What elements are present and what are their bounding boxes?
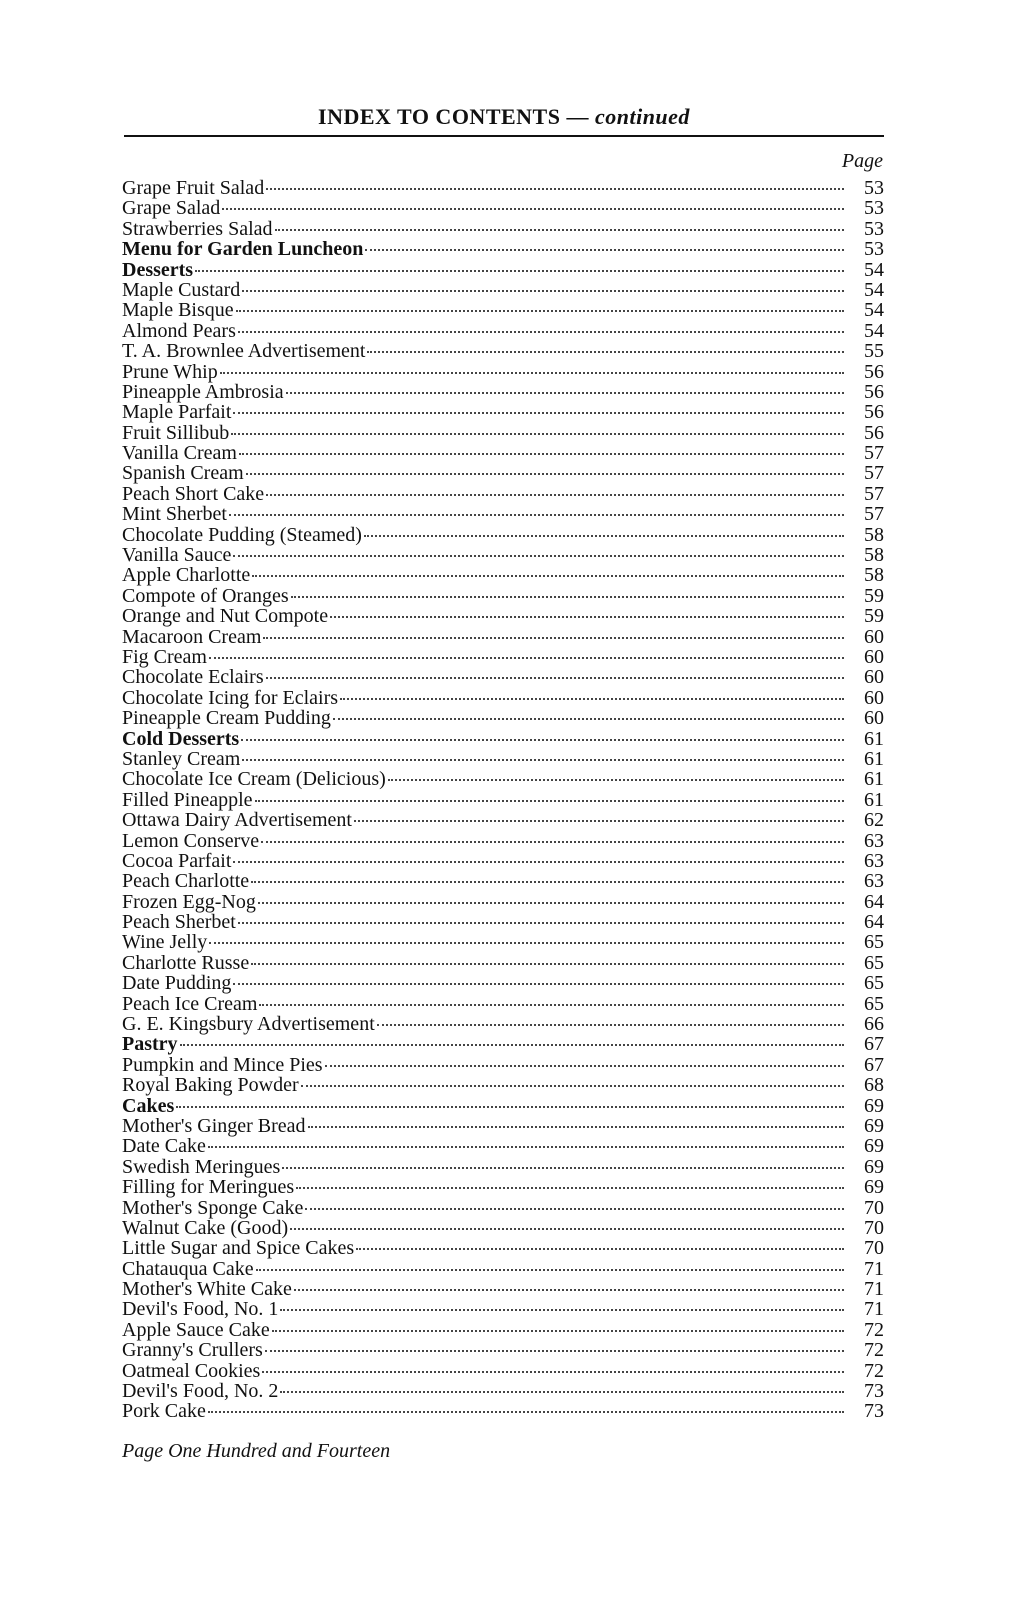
dot-leader	[233, 861, 844, 863]
index-entry	[122, 769, 884, 789]
dot-leader	[233, 555, 844, 557]
entry-page-number: 65	[864, 992, 884, 1015]
page-header	[124, 104, 884, 130]
dot-leader	[233, 983, 844, 985]
dot-leader	[290, 1228, 844, 1230]
entry-title: T. A. Brownlee Advertisement	[122, 340, 366, 363]
entry-page-number: 58	[864, 523, 884, 546]
dot-leader	[176, 1106, 844, 1108]
entry-page-number: 59	[864, 605, 884, 628]
index-entry	[122, 1381, 884, 1401]
entry-page-number: 57	[864, 442, 884, 465]
index-entry	[122, 1320, 884, 1340]
entry-page-number: 54	[864, 299, 884, 322]
entry-title: Mint Sherbet	[122, 503, 227, 526]
entry-title: Mother's White Cake	[122, 1278, 292, 1301]
entry-title: Date Cake	[122, 1135, 206, 1158]
index-entry	[122, 973, 884, 993]
entry-title: Granny's Crullers	[122, 1339, 263, 1362]
entry-title: Maple Custard	[122, 278, 241, 301]
index-entry	[122, 729, 884, 749]
entry-title: Grape Salad	[122, 197, 221, 220]
index-entry	[122, 1361, 884, 1381]
entry-title: Chocolate Eclairs	[122, 666, 264, 689]
dot-leader	[262, 1371, 844, 1373]
entry-title: Filling for Meringues	[122, 1176, 295, 1199]
index-entry	[122, 341, 884, 361]
index-entry	[122, 871, 884, 891]
dot-leader	[282, 1167, 844, 1169]
index-entry	[122, 749, 884, 769]
dot-leader	[365, 249, 844, 251]
dot-leader	[258, 902, 844, 904]
entry-page-number: 72	[864, 1318, 884, 1341]
dot-leader	[330, 616, 844, 618]
entry-page-number: 65	[864, 972, 884, 995]
index-entry	[122, 300, 884, 320]
dot-leader	[252, 575, 844, 577]
entry-page-number: 60	[864, 625, 884, 648]
dot-leader	[354, 820, 844, 822]
index-entry	[122, 362, 884, 382]
index-entry	[122, 178, 884, 198]
entry-title: Frozen Egg-Nog	[122, 890, 256, 913]
entry-page-number: 63	[864, 870, 884, 893]
entry-page-number: 67	[864, 1033, 884, 1056]
entry-page-number: 61	[864, 788, 884, 811]
index-entry	[122, 504, 884, 524]
entry-title: Prune Whip	[122, 360, 218, 383]
dot-leader	[242, 759, 844, 761]
entry-title: Maple Bisque	[122, 299, 234, 322]
entry-title: Fig Cream	[122, 645, 207, 668]
index-entry	[122, 443, 884, 463]
entry-page-number: 54	[864, 278, 884, 301]
dot-leader	[272, 1330, 844, 1332]
dot-leader	[367, 351, 844, 353]
entry-title: Date Pudding	[122, 972, 232, 995]
index-entry	[122, 647, 884, 667]
index-entry	[122, 1034, 884, 1054]
entry-page-number: 53	[864, 238, 884, 261]
entry-title: Cocoa Parfait	[122, 849, 232, 872]
entry-page-number: 60	[864, 686, 884, 709]
dot-leader	[208, 1411, 844, 1413]
entry-page-number: 70	[864, 1216, 884, 1239]
entry-title: Stanley Cream	[122, 747, 241, 770]
entry-title: Chocolate Ice Cream (Delicious)	[122, 768, 386, 791]
dot-leader	[280, 1309, 844, 1311]
dot-leader	[377, 1024, 844, 1026]
entry-title: Spanish Cream	[122, 462, 244, 485]
entry-title: Compote of Oranges	[122, 584, 289, 607]
entry-title: Oatmeal Cookies	[122, 1359, 261, 1382]
index-entry	[122, 423, 884, 443]
entry-title: Fruit Sillibub	[122, 421, 230, 444]
index-entry	[122, 1177, 884, 1197]
dot-leader	[333, 718, 844, 720]
index-entry	[122, 198, 884, 218]
entry-page-number: 56	[864, 401, 884, 424]
entry-page-number: 62	[864, 809, 884, 832]
entry-page-number: 53	[864, 217, 884, 240]
entry-title: Cakes	[122, 1094, 175, 1117]
dot-leader	[266, 494, 844, 496]
entry-page-number: 63	[864, 849, 884, 872]
entry-page-number: 53	[864, 177, 884, 199]
index-entry	[122, 1055, 884, 1075]
dot-leader	[325, 1065, 844, 1067]
dot-leader	[233, 412, 844, 414]
entry-title: Desserts	[122, 258, 194, 281]
index-entry	[122, 994, 884, 1014]
entry-page-number: 67	[864, 1053, 884, 1076]
dot-leader	[208, 1146, 844, 1148]
entry-page-number: 73	[864, 1380, 884, 1403]
index-entry	[122, 565, 884, 585]
entry-page-number: 71	[864, 1298, 884, 1321]
entry-page-number: 55	[864, 340, 884, 363]
entry-page-number: 73	[864, 1400, 884, 1423]
dot-leader	[286, 392, 844, 394]
entry-page-number: 56	[864, 360, 884, 383]
dot-leader	[266, 188, 844, 190]
dot-leader	[301, 1085, 844, 1087]
dot-leader	[238, 922, 844, 924]
dot-leader	[291, 596, 844, 598]
index-entry	[122, 1136, 884, 1156]
dot-leader	[195, 270, 844, 272]
dot-leader	[255, 800, 844, 802]
index-entry	[122, 892, 884, 912]
dot-leader	[251, 881, 844, 883]
entry-page-number: 66	[864, 1013, 884, 1036]
entry-page-number: 60	[864, 645, 884, 668]
index-entry	[122, 851, 884, 871]
entry-title: Filled Pineapple	[122, 788, 253, 811]
entry-page-number: 70	[864, 1237, 884, 1260]
entry-page-number: 64	[864, 890, 884, 913]
entry-title: Wine Jelly	[122, 931, 208, 954]
entry-page-number: 61	[864, 768, 884, 791]
entry-title: Grape Fruit Salad	[122, 177, 265, 199]
entry-page-number: 57	[864, 462, 884, 485]
entry-page-number: 69	[864, 1114, 884, 1137]
header-continued: continued	[594, 104, 690, 129]
entry-page-number: 61	[864, 727, 884, 750]
entry-title: Apple Sauce Cake	[122, 1318, 270, 1341]
index-entry	[122, 790, 884, 810]
index-entry	[122, 1157, 884, 1177]
dot-leader	[229, 514, 844, 516]
entry-title: Devil's Food, No. 2	[122, 1380, 279, 1403]
dot-leader	[251, 963, 844, 965]
page-footer: Page One Hundred and Fourteen	[122, 1440, 391, 1462]
header-title: INDEX TO CONTENTS	[318, 104, 561, 129]
entry-page-number: 71	[864, 1278, 884, 1301]
entry-page-number: 53	[864, 197, 884, 220]
entry-title: Peach Ice Cream	[122, 992, 258, 1015]
entry-page-number: 68	[864, 1074, 884, 1097]
entry-title: Pineapple Ambrosia	[122, 380, 284, 403]
dot-leader	[238, 331, 844, 333]
entry-title: Cold Desserts	[122, 727, 240, 750]
entry-page-number: 58	[864, 544, 884, 567]
entry-page-number: 71	[864, 1257, 884, 1280]
index-entry	[122, 1238, 884, 1258]
entry-page-number: 69	[864, 1155, 884, 1178]
index-entry	[122, 688, 884, 708]
index-entry	[122, 708, 884, 728]
dot-leader	[388, 779, 844, 781]
dot-leader	[259, 1004, 844, 1006]
index-entry	[122, 239, 884, 259]
index-entry-list	[122, 178, 884, 1422]
entry-page-number: 58	[864, 564, 884, 587]
entry-page-number: 70	[864, 1196, 884, 1219]
entry-title: Pastry	[122, 1033, 178, 1056]
entry-page-number: 56	[864, 380, 884, 403]
entry-title: Peach Short Cake	[122, 482, 265, 505]
index-entry	[122, 1075, 884, 1095]
dot-leader	[241, 739, 844, 741]
entry-title: Chatauqua Cake	[122, 1257, 254, 1280]
index-entry	[122, 1279, 884, 1299]
entry-page-number: 54	[864, 319, 884, 342]
dot-leader	[294, 1289, 844, 1291]
index-entry	[122, 667, 884, 687]
dot-leader	[231, 433, 844, 435]
header-rule	[124, 135, 884, 137]
entry-title: Vanilla Sauce	[122, 544, 232, 567]
header-separator: —	[566, 104, 589, 129]
entry-page-number: 60	[864, 707, 884, 730]
entry-title: Strawberries Salad	[122, 217, 273, 240]
dot-leader	[242, 290, 844, 292]
entry-page-number: 64	[864, 911, 884, 934]
entry-page-number: 56	[864, 421, 884, 444]
index-entry	[122, 1259, 884, 1279]
index-entry	[122, 606, 884, 626]
entry-title: Royal Baking Powder	[122, 1074, 299, 1097]
dot-leader	[220, 372, 844, 374]
index-entry	[122, 1096, 884, 1116]
index-entry	[122, 1218, 884, 1238]
entry-title: Charlotte Russe	[122, 951, 250, 974]
dot-leader	[263, 637, 844, 639]
entry-title: Mother's Ginger Bread	[122, 1114, 306, 1137]
dot-leader	[256, 1269, 844, 1271]
dot-leader	[265, 1350, 844, 1352]
index-entry	[122, 831, 884, 851]
entry-page-number: 54	[864, 258, 884, 281]
page-column-label: Page	[841, 150, 883, 172]
entry-title: Ottawa Dairy Advertisement	[122, 809, 352, 832]
index-entry	[122, 627, 884, 647]
index-entry	[122, 1198, 884, 1218]
entry-page-number: 57	[864, 503, 884, 526]
entry-title: Swedish Meringues	[122, 1155, 281, 1178]
entry-page-number: 57	[864, 482, 884, 505]
index-entry	[122, 402, 884, 422]
entry-title: Mother's Sponge Cake	[122, 1196, 304, 1219]
entry-page-number: 72	[864, 1359, 884, 1382]
entry-title: Menu for Garden Luncheon	[122, 238, 364, 261]
entry-title: Maple Parfait	[122, 401, 232, 424]
entry-title: Lemon Conserve	[122, 829, 260, 852]
entry-title: Walnut Cake (Good)	[122, 1216, 289, 1239]
dot-leader	[239, 453, 844, 455]
entry-page-number: 65	[864, 931, 884, 954]
index-entry	[122, 586, 884, 606]
entry-title: Peach Charlotte	[122, 870, 250, 893]
index-entry	[122, 463, 884, 483]
index-entry	[122, 321, 884, 341]
index-entry	[122, 1340, 884, 1360]
index-entry	[122, 545, 884, 565]
entry-page-number: 60	[864, 666, 884, 689]
dot-leader	[222, 208, 844, 210]
entry-title: Little Sugar and Spice Cakes	[122, 1237, 355, 1260]
entry-page-number: 69	[864, 1176, 884, 1199]
entry-title: Almond Pears	[122, 319, 236, 342]
entry-title: Chocolate Pudding (Steamed)	[122, 523, 362, 546]
dot-leader	[305, 1208, 844, 1210]
index-entry	[122, 1401, 884, 1421]
entry-title: Pumpkin and Mince Pies	[122, 1053, 323, 1076]
entry-title: Pork Cake	[122, 1400, 206, 1423]
dot-leader	[356, 1248, 844, 1250]
dot-leader	[280, 1391, 844, 1393]
index-entry	[122, 484, 884, 504]
index-entry	[122, 1014, 884, 1034]
index-entry	[122, 219, 884, 239]
entry-page-number: 69	[864, 1094, 884, 1117]
dot-leader	[296, 1187, 844, 1189]
dot-leader	[261, 841, 844, 843]
entry-title: Macaroon Cream	[122, 625, 262, 648]
entry-title: Chocolate Icing for Eclairs	[122, 686, 339, 709]
dot-leader	[275, 229, 844, 231]
entry-title: G. E. Kingsbury Advertisement	[122, 1013, 375, 1036]
dot-leader	[209, 942, 844, 944]
dot-leader	[266, 677, 844, 679]
entry-page-number: 61	[864, 747, 884, 770]
dot-leader	[308, 1126, 844, 1128]
index-entry	[122, 1116, 884, 1136]
index-entry	[122, 953, 884, 973]
dot-leader	[364, 535, 844, 537]
index-entry	[122, 932, 884, 952]
dot-leader	[246, 473, 844, 475]
index-entry	[122, 260, 884, 280]
entry-title: Peach Sherbet	[122, 911, 236, 934]
dot-leader	[340, 698, 844, 700]
entry-title: Apple Charlotte	[122, 564, 251, 587]
index-entry	[122, 912, 884, 932]
entry-title: Vanilla Cream	[122, 442, 237, 465]
dot-leader	[180, 1044, 844, 1046]
dot-leader	[209, 657, 844, 659]
index-entry	[122, 525, 884, 545]
entry-page-number: 63	[864, 829, 884, 852]
entry-page-number: 72	[864, 1339, 884, 1362]
dot-leader	[236, 310, 844, 312]
index-entry	[122, 810, 884, 830]
entry-page-number: 65	[864, 951, 884, 974]
index-entry	[122, 280, 884, 300]
entry-title: Pineapple Cream Pudding	[122, 707, 331, 730]
entry-page-number: 59	[864, 584, 884, 607]
entry-page-number: 69	[864, 1135, 884, 1158]
index-entry	[122, 382, 884, 402]
entry-title: Orange and Nut Compote	[122, 605, 329, 628]
entry-title: Devil's Food, No. 1	[122, 1298, 279, 1321]
index-entry	[122, 1299, 884, 1319]
